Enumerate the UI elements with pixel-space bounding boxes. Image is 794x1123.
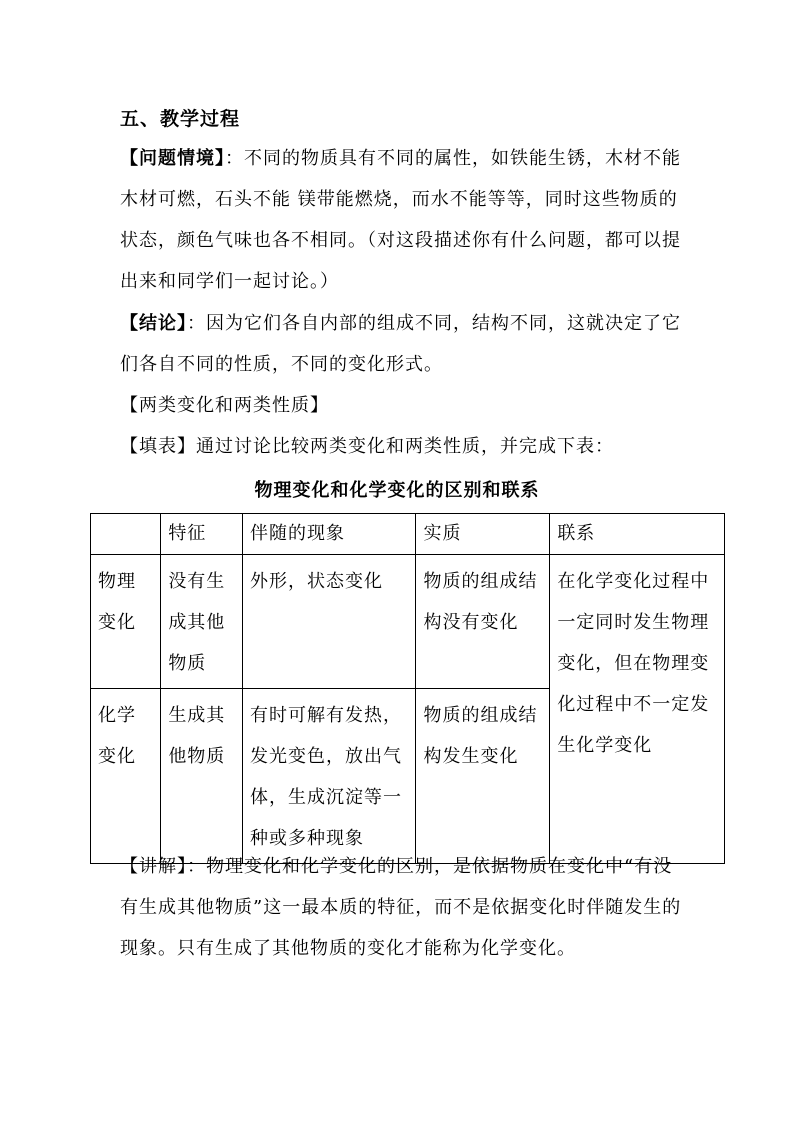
row-name-physical: 物理变化: [91, 555, 161, 689]
table-row: [91, 555, 725, 689]
row-phenomena-physical: 外形，状态变化: [242, 555, 416, 689]
comparison-table: [90, 513, 725, 864]
header-cell-phenomena: 伴随的现象: [242, 514, 416, 555]
section-heading: 五、教学过程: [120, 108, 241, 130]
row-name-chemical: 化学变化: [91, 689, 161, 864]
header-cell-feature: 特征: [161, 514, 243, 555]
header-cell-relation: 联系: [550, 514, 725, 555]
row-essence-physical: 物质的组成结构没有变化: [416, 555, 550, 689]
problem-paragraph: [120, 138, 685, 302]
header-cell-blank: [91, 514, 161, 555]
conclusion-text: ：因为它们各自内部的组成不同，结构不同，这就决定了它们各自不同的性质，不同的变化形式。: [120, 313, 681, 375]
row-essence-chemical: 物质的组成结构发生变化: [416, 689, 550, 864]
relation-cell: 在化学变化过程中一定同时发生物理变化，但在物理变化过程中不一定发生化学变化: [550, 555, 725, 864]
problem-text: ：不同的物质具有不同的属性，如铁能生锈，木材不能木材可燃，石头不能 镁带能燃烧，而水不能等等，同时这些物质的状态，颜色气味也各不相同。（对这段描述你有什么问题，都可以提出来和同学们一起讨论。）: [120, 148, 681, 292]
explain-text: ：物理变化和化学变化的区别，是依据物质在变化中“有没有生成其他物质”这一最本质的特征，而不是依据变化时伴随发生的现象。只有生成了其他物质的变化才能称为化学变化。: [120, 856, 682, 959]
row-feature-chemical: 生成其他物质: [161, 689, 243, 864]
fill-table-instruction: 【填表】通过讨论比较两类变化和两类性质，并完成下表：: [120, 436, 614, 457]
explain-paragraph: [120, 846, 685, 969]
explain-tag: 【讲解】: [120, 856, 187, 877]
problem-tag: 【问题情境】: [120, 148, 225, 169]
header-cell-essence: 实质: [416, 514, 550, 555]
conclusion-paragraph: [120, 303, 685, 385]
table-header-row: [91, 514, 725, 555]
row-phenomena-chemical: 有时可解有发热，发光变色，放出气体，生成沉淀等一种或多种现象: [242, 689, 416, 864]
conclusion-tag: 【结论】: [120, 313, 187, 334]
row-feature-physical: 没有生成其他物质: [161, 555, 243, 689]
two-types-heading: 【两类变化和两类性质】: [120, 395, 329, 416]
table-caption: 物理变化和化学变化的区别和联系: [254, 480, 540, 501]
